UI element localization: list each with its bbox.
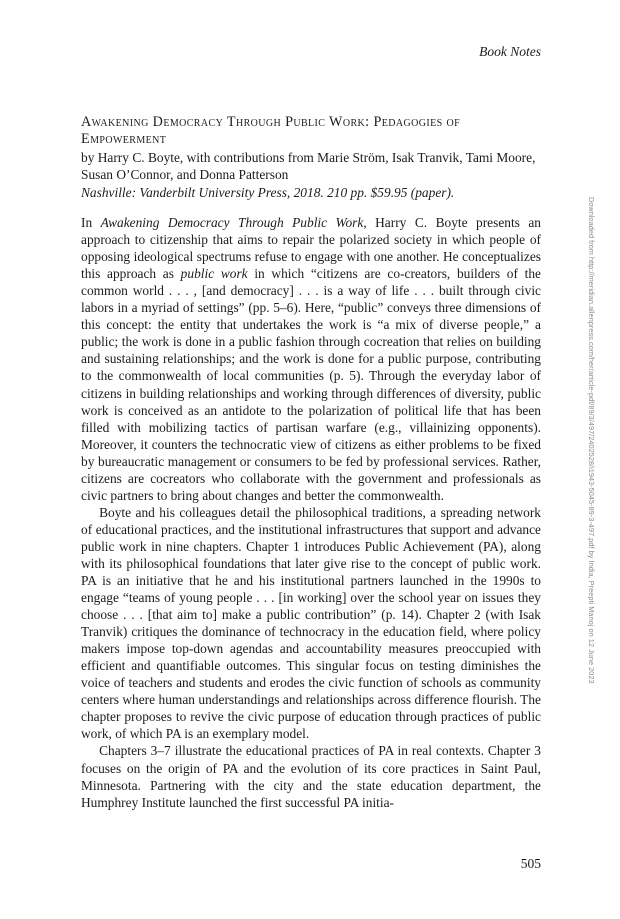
paragraph [81,742,541,810]
text-run: Chapters 3–7 illustrate the educational practices of PA in real contexts. Chapter 3 focuses on the origin of PA and the evolution of its core practices in Saint Paul, Minnesota. Partnering with the city and the state education department, the Humphrey Institute launched the first successful PA initia- [81,743,541,810]
review-publication-info: Nashville: Vanderbilt University Press, 2018. 210 pp. $59.95 (paper). [81,184,455,200]
review-content [81,114,541,811]
running-head: Book Notes [479,44,541,59]
italic-text-run: public work [180,266,248,282]
text-run: in which “citizens are co-creators, builders of the common world . . . , [and democracy] . . . is a way of life . . . built through civic labors in a myriad of settings” (pp. 5–6). Here, “public” conveys three dimensions of this concept: the entity that undertakes the work is “a mix of diverse people,” a public; the work is done in a public fashion through cocreation that relies on building and sustaining relationships; and the work is done for a public purpose, contributing to the commonwealth of local communities (p. 5). Through the everyday labor of citizens in building relationships and working through differences of diversity, public work is conceived as an antidote to the polarization of political life that has been filled with mobilizing tactics of partisan warfare (e.g., villainizing opponents). Moreover, it counters the technocratic view of citizens as either problems to be fixed by bureaucratic management or consumers to be fed by professional services. Rather, citizens are cocreators who collaborate with the government and professionals as civic partners to bring about changes and better the commonwealth. [81,266,541,503]
text-run: In [81,215,101,231]
paragraph [81,214,541,504]
text-run: , Harry C. Boyte presents an approach to citizenship that aims to repair the polarized society in which people of opposing ideological spectrums refuse to engage with one another. He conceptualizes this approach as [81,215,541,282]
text-run: Boyte and his colleagues detail the philosophical traditions, a spreading network of educational practices, and the institutional infrastructures that support and advance public work in nine chapters. Chapter 1 introduces Public Achievement (PA), along with its philosophical foundations that later give rise to the concept of public work. PA is an initiative that he and his institutional partners launched in the 1990s to engage “teams of young people . . . [in working] over the school year on issues they choose . . . [that aim to] make a public contribution” (p. 14). Chapter 2 (with Isak Tranvik) critiques the dominance of technocracy in the education field, where policy makers impose top-down agendas and accountability measures preoccupied with efficient and quantifiable outcomes. This singular focus on testing diminishes the voice of teachers and students and erodes the civic function of schools as community centers where human understandings and relationships across difference flourish. The chapter proposes to revive the civic purpose of education through practices of public work, of which PA is an exemplary model. [81,504,541,742]
italic-text-run: Awakening Democracy Through Public Work [100,215,364,231]
review-byline: by Harry C. Boyte, with contributions from Marie Ström, Isak Tranvik, Tami Moore, Susan O’Connor, and Donna Patterson [81,149,536,183]
paragraph [81,504,541,743]
review-body [81,214,541,811]
page-number: 505 [520,856,541,871]
review-title: Awakening Democracy Through Public Work: Pedagogies of Empowerment [81,114,461,148]
download-watermark: Downloaded from http://meridian.allenpress.com/her/article-pdf/89/3/497/2402528/i1943-5045-89-3-497.pdf by India, Preepti Manoj on 12 June 2023 [587,197,596,684]
